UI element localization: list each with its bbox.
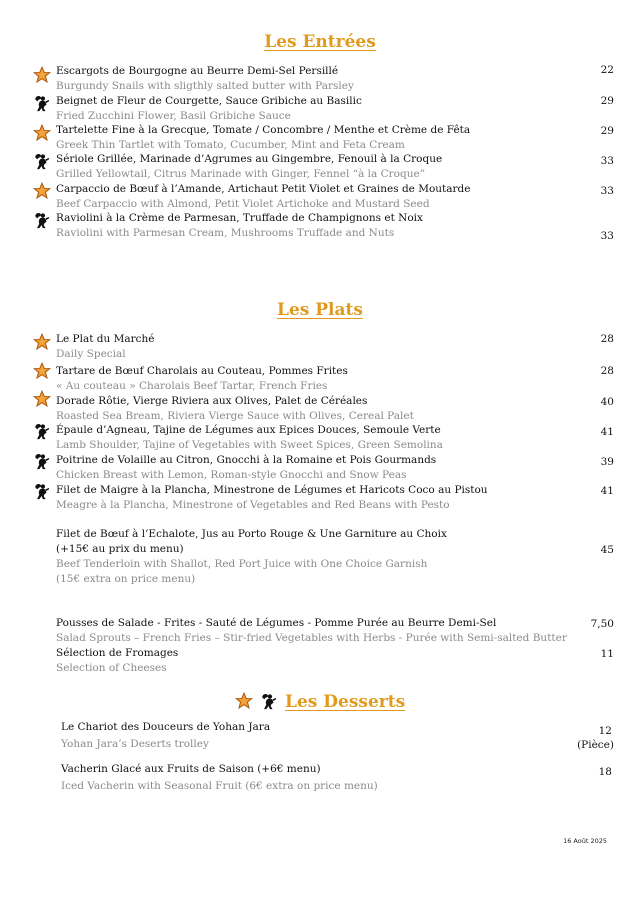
menu-item bbox=[56, 332, 616, 362]
item-name-fr: Carpaccio de Bœuf à l’Amande, Artichaut Petit Violet et Graines de Moutarde bbox=[56, 183, 471, 195]
menu-item bbox=[56, 423, 616, 453]
menu-item-special bbox=[56, 527, 616, 587]
item-name-en: Daily Special bbox=[56, 348, 126, 360]
cherub-icon bbox=[33, 94, 51, 112]
item-supplement-en: (15€ extra on price menu) bbox=[56, 573, 196, 585]
cherub-icon bbox=[33, 452, 51, 470]
item-name-en: « Au couteau » Charolais Beef Tartar, French Fries bbox=[56, 380, 328, 392]
item-name-fr: Sériole Grillée, Marinade d’Agrumes au Gingembre, Fenouil à la Croque bbox=[56, 153, 443, 165]
item-name-en: Lamb Shoulder, Tajine of Vegetables with Sweet Spices, Green Semolina bbox=[56, 439, 443, 451]
desserts-heading bbox=[0, 692, 640, 712]
star-icon bbox=[33, 66, 51, 84]
item-price: 28 bbox=[600, 333, 614, 345]
item-name-fr: Filet de Maigre à la Plancha, Minestrone de Légumes et Haricots Coco au Pistou bbox=[56, 484, 488, 496]
item-price: 41 bbox=[600, 485, 614, 497]
item-name-fr: Poitrine de Volaille au Citron, Gnocchi à la Romaine et Pois Gourmands bbox=[56, 454, 437, 466]
cherub-icon bbox=[33, 482, 51, 500]
menu-item-sides bbox=[56, 616, 616, 646]
star-icon bbox=[33, 333, 51, 351]
item-name-fr: Pousses de Salade - Frites - Sauté de Légumes - Pomme Purée au Beurre Demi-Sel bbox=[56, 617, 497, 629]
entrees-title: Les Entrées bbox=[264, 32, 376, 52]
item-name-en: Yohan Jara’s Deserts trolley bbox=[61, 738, 209, 750]
menu-item bbox=[56, 211, 616, 241]
item-price: 12 bbox=[598, 725, 612, 737]
menu-item bbox=[56, 394, 616, 424]
menu-item bbox=[56, 64, 616, 94]
item-price: 39 bbox=[600, 456, 614, 468]
item-name-en: Selection of Cheeses bbox=[56, 662, 167, 674]
menu-item-cheese bbox=[56, 646, 616, 676]
item-name-fr: Dorade Rôtie, Vierge Riviera aux Olives, Palet de Céréales bbox=[56, 395, 368, 407]
item-name-fr: Vacherin Glacé aux Fruits de Saison (+6€ menu) bbox=[61, 763, 321, 775]
menu-item bbox=[56, 182, 616, 212]
menu-item bbox=[56, 453, 616, 483]
desserts-title: Les Desserts bbox=[285, 692, 406, 712]
plats-title: Les Plats bbox=[277, 300, 363, 320]
item-name-fr: Tartelette Fine à la Grecque, Tomate / Concombre / Menthe et Crème de Fêta bbox=[56, 124, 471, 136]
item-name-fr: Épaule d’Agneau, Tajine de Légumes aux Epices Douces, Semoule Verte bbox=[56, 424, 441, 436]
cherub-icon bbox=[260, 692, 278, 710]
item-price: 11 bbox=[600, 648, 614, 660]
item-price: 33 bbox=[600, 155, 614, 167]
item-name-en: Beef Carpaccio with Almond, Petit Violet Artichoke and Mustard Seed bbox=[56, 198, 430, 210]
item-price: 41 bbox=[600, 426, 614, 438]
menu-item bbox=[56, 364, 616, 394]
item-price: 28 bbox=[600, 365, 614, 377]
item-name-en: Chicken Breast with Lemon, Roman-style Gnocchi and Snow Peas bbox=[56, 469, 407, 481]
item-price: 22 bbox=[600, 64, 614, 76]
item-name-en: Salad Sprouts – French Fries – Stir-fried Vegetables with Herbs - Purée with Semi-salted Butter bbox=[56, 632, 567, 644]
item-price: 7,50 bbox=[590, 618, 614, 630]
menu-item bbox=[56, 152, 616, 182]
item-name-en: Raviolini with Parmesan Cream, Mushrooms Truffade and Nuts bbox=[56, 227, 395, 239]
item-price: 33 bbox=[600, 185, 614, 197]
item-name-fr: Filet de Bœuf à l’Echalote, Jus au Porto Rouge & Une Garniture au Choix bbox=[56, 528, 447, 540]
star-icon bbox=[33, 182, 51, 200]
menu-item bbox=[61, 762, 621, 794]
menu-item bbox=[56, 94, 616, 124]
cherub-icon bbox=[33, 211, 51, 229]
item-price: 29 bbox=[600, 95, 614, 107]
item-name-en: Meagre à la Plancha, Minestrone of Vegetables and Red Beans with Pesto bbox=[56, 499, 450, 511]
cherub-icon bbox=[33, 152, 51, 170]
item-name-en: Fried Zucchini Flower, Basil Gribiche Sauce bbox=[56, 110, 291, 122]
item-name-fr: Le Chariot des Douceurs de Yohan Jara bbox=[61, 721, 271, 733]
item-name-fr: Le Plat du Marché bbox=[56, 333, 155, 345]
item-supplement-fr: (+15€ au prix du menu) bbox=[56, 543, 184, 555]
menu-item bbox=[56, 123, 616, 153]
item-name-en: Burgundy Snails with sligthly salted butter with Parsley bbox=[56, 80, 354, 92]
menu-item bbox=[61, 720, 621, 752]
item-name-fr: Raviolini à la Crème de Parmesan, Truffade de Champignons et Noix bbox=[56, 212, 423, 224]
item-name-fr: Beignet de Fleur de Courgette, Sauce Gribiche au Basilic bbox=[56, 95, 362, 107]
star-icon bbox=[33, 124, 51, 142]
item-price: 40 bbox=[600, 396, 614, 408]
menu-date: 16 Août 2025 bbox=[563, 837, 607, 845]
item-name-fr: Tartare de Bœuf Charolais au Couteau, Pommes Frites bbox=[56, 365, 348, 377]
item-price: 29 bbox=[600, 125, 614, 137]
item-price: 18 bbox=[598, 766, 612, 778]
star-icon bbox=[235, 692, 253, 710]
cherub-icon bbox=[33, 422, 51, 440]
menu-item bbox=[56, 483, 616, 513]
star-icon bbox=[33, 362, 51, 380]
item-name-en: Roasted Sea Bream, Riviera Vierge Sauce with Olives, Cereal Palet bbox=[56, 410, 414, 422]
item-name-en: Beef Tenderloin with Shallot, Red Port Juice with One Choice Garnish bbox=[56, 558, 428, 570]
item-name-fr: Escargots de Bourgogne au Beurre Demi-Sel Persillé bbox=[56, 65, 339, 77]
item-price: 45 bbox=[600, 544, 614, 556]
item-name-en: Grilled Yellowtail, Citrus Marinade with Ginger, Fennel “à la Croque” bbox=[56, 168, 426, 180]
item-price: 33 bbox=[600, 230, 614, 242]
item-name-en: Greek Thin Tartlet with Tomato, Cucumber, Mint and Feta Cream bbox=[56, 139, 405, 151]
star-icon bbox=[33, 390, 51, 408]
item-name-en: Iced Vacherin with Seasonal Fruit (6€ extra on price menu) bbox=[61, 780, 378, 792]
item-price-unit: (Pièce) bbox=[577, 739, 614, 751]
item-name-fr: Sélection de Fromages bbox=[56, 647, 179, 659]
